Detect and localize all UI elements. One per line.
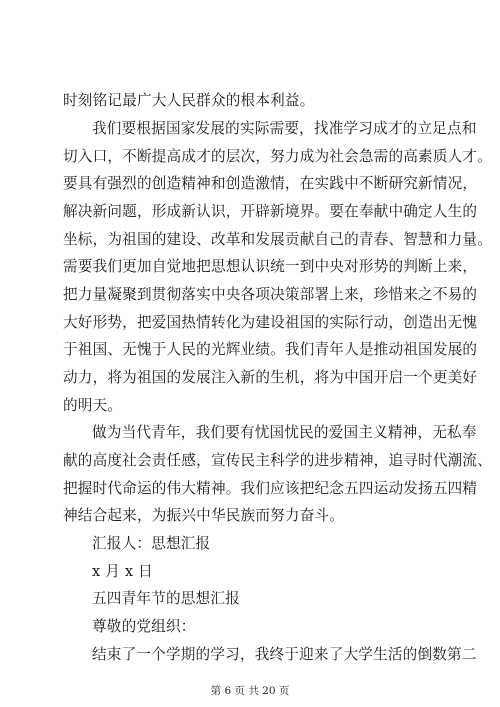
text-line: 把力量凝聚到贯彻落实中央各项决策部署上来，珍惜来之不易的 — [63, 286, 478, 303]
paragraph-start-line: 我们要根据国家发展的实际需要，找准学习成才的立足点和 — [92, 120, 477, 137]
salutation: 尊敬的党组织： — [92, 618, 196, 635]
text-line: 把握时代命运的伟大精神。我们应该把纪念五四运动发扬五四精 — [63, 480, 478, 497]
text-line: 的明天。 — [63, 397, 123, 414]
text-line: 时刻铭记最广大人民群众的根本利益。 — [63, 92, 315, 109]
text-line: 献的高度社会责任感，宣传民主科学的进步精神，追寻时代潮流、 — [63, 452, 493, 469]
text-line: 坐标，为祖国的建设、改革和发展贡献自己的青春、智慧和力量。 — [63, 231, 493, 248]
text-line: 神结合起来，为振兴中华民族而努力奋斗。 — [63, 507, 345, 524]
text-line: 要具有强烈的创造精神和创造激情，在实践中不断研究新情况， — [63, 175, 478, 192]
page-footer: 第 6 页 共 20 页 — [210, 685, 290, 697]
text-line: 于祖国、无愧于人民的光辉业绩。我们青年人是推动祖国发展的 — [63, 341, 478, 358]
paragraph-start-line: 结束了一个学期的学习，我终于迎来了大学生活的倒数第二 — [92, 646, 477, 663]
paragraph-start-line: 做为当代青年，我们要有忧国忧民的爱国主义精神，无私奉 — [92, 424, 477, 441]
date-line: x 月 x 日 — [92, 563, 153, 580]
section-title: 五四青年节的思想汇报 — [92, 590, 240, 607]
text-line: 大好形势，把爱国热情转化为建设祖国的实际行动，创造出无愧 — [63, 314, 478, 331]
text-line: 动力，将为祖国的发展注入新的生机，将为中国开启一个更美好 — [63, 369, 478, 386]
text-line: 解决新问题，形成新认识，开辟新境界。要在奉献中确定人生的 — [63, 203, 478, 220]
reporter-line: 汇报人：思想汇报 — [92, 535, 211, 552]
text-line: 切入口，不断提高成才的层次，努力成为社会急需的高素质人才。 — [63, 148, 493, 165]
text-line: 需要我们更加自觉地把思想认识统一到中央对形势的判断上来， — [63, 258, 478, 275]
